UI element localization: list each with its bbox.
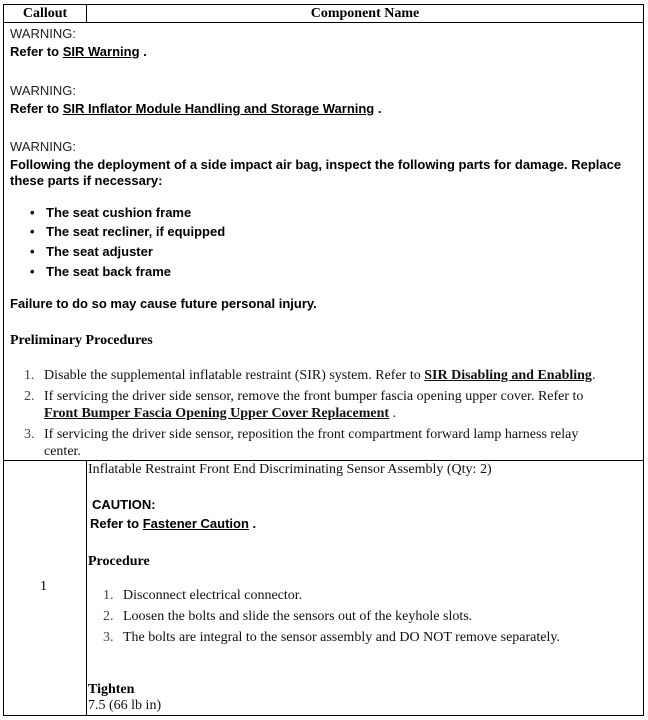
column-divider	[86, 460, 87, 716]
caution-suffix: .	[248, 516, 257, 531]
warning-suffix: .	[139, 44, 147, 59]
caution-label: CAUTION:	[92, 497, 156, 512]
bullet-icon: •	[30, 205, 35, 220]
step-text: Disable the supplemental inflatable restraint (SIR) system. Refer to	[44, 368, 425, 383]
step-text: .	[389, 406, 397, 421]
fastener-caution-link[interactable]: Fastener Caution	[142, 516, 249, 531]
preliminary-step-2	[24, 388, 583, 405]
step-number: 2.	[24, 389, 35, 404]
procedure-step-1	[103, 587, 302, 604]
list-item	[30, 205, 191, 221]
callout-header: Callout	[4, 5, 87, 22]
list-item	[30, 264, 171, 280]
list-item-text: The seat adjuster	[46, 244, 153, 259]
step-number: 1.	[103, 588, 114, 603]
caution-text	[90, 516, 256, 532]
sir-disabling-link[interactable]: SIR Disabling and Enabling	[424, 368, 592, 383]
bullet-icon: •	[30, 224, 35, 239]
warning-label-1: WARNING:	[10, 26, 76, 41]
list-item-text: The seat back frame	[46, 264, 172, 279]
step-text: The bolts are integral to the sensor assembly and DO NOT remove separately.	[123, 630, 560, 645]
warning-suffix: .	[374, 101, 382, 116]
list-item-text: The seat cushion frame	[46, 205, 192, 220]
bullet-icon: •	[30, 244, 35, 259]
step-text: Disconnect electrical connector.	[123, 588, 303, 603]
step-number: 3.	[24, 427, 35, 442]
tighten-title: Tighten	[88, 682, 135, 697]
list-item-text: The seat recliner, if equipped	[46, 224, 226, 239]
step-number: 2.	[103, 609, 114, 624]
bullet-icon: •	[30, 264, 35, 279]
warning-text-2	[10, 101, 382, 117]
warning-prefix: Refer to	[10, 101, 63, 116]
warning-label-3: WARNING:	[10, 139, 76, 154]
callout-number: 1	[40, 579, 47, 594]
procedure-step-3	[103, 629, 560, 646]
sir-inflator-warning-link[interactable]: SIR Inflator Module Handling and Storage Warning	[62, 101, 375, 116]
list-item	[30, 224, 225, 240]
procedure-table	[3, 4, 644, 716]
step-text: Loosen the bolts and slide the sensors out of the keyhole slots.	[123, 609, 473, 624]
tighten-value: 7.5 (66 lb in)	[88, 698, 162, 713]
preliminary-step-1	[24, 367, 595, 384]
preliminary-title: Preliminary Procedures	[10, 333, 153, 348]
component-name-header: Component Name	[310, 6, 420, 21]
step-number: 3.	[103, 630, 114, 645]
procedure-step-2	[103, 608, 472, 625]
preliminary-step-3	[24, 426, 578, 443]
step-text: .	[591, 368, 596, 383]
failure-note: Failure to do so may cause future personal injury.	[10, 296, 317, 311]
sir-warning-link[interactable]: SIR Warning	[62, 44, 140, 59]
preliminary-step-3-line2: center.	[44, 444, 81, 459]
step-text: If servicing the driver side sensor, reposition the front compartment forward lamp harness relay	[44, 427, 579, 442]
list-item	[30, 244, 153, 260]
component-name: Inflatable Restraint Front End Discriminating Sensor Assembly (Qty: 2)	[88, 462, 492, 477]
warning-text-3-line1: Following the deployment of a side impact air bag, inspect the following parts for damage. Replace	[10, 157, 622, 172]
preliminary-step-2-line2	[44, 405, 396, 422]
caution-prefix: Refer to	[90, 516, 143, 531]
warning-text-1	[10, 44, 147, 60]
procedure-title: Procedure	[88, 554, 150, 569]
warning-prefix: Refer to	[10, 44, 63, 59]
step-number: 1.	[24, 368, 35, 383]
table-header	[4, 5, 643, 23]
warning-text-3-line2: these parts if necessary:	[10, 173, 163, 188]
front-bumper-fascia-link[interactable]: Front Bumper Fascia Opening Upper Cover Replacement	[44, 406, 390, 421]
warning-label-2: WARNING:	[10, 83, 76, 98]
step-text: If servicing the driver side sensor, remove the front bumper fascia opening upper cover. Refer to	[44, 389, 584, 404]
